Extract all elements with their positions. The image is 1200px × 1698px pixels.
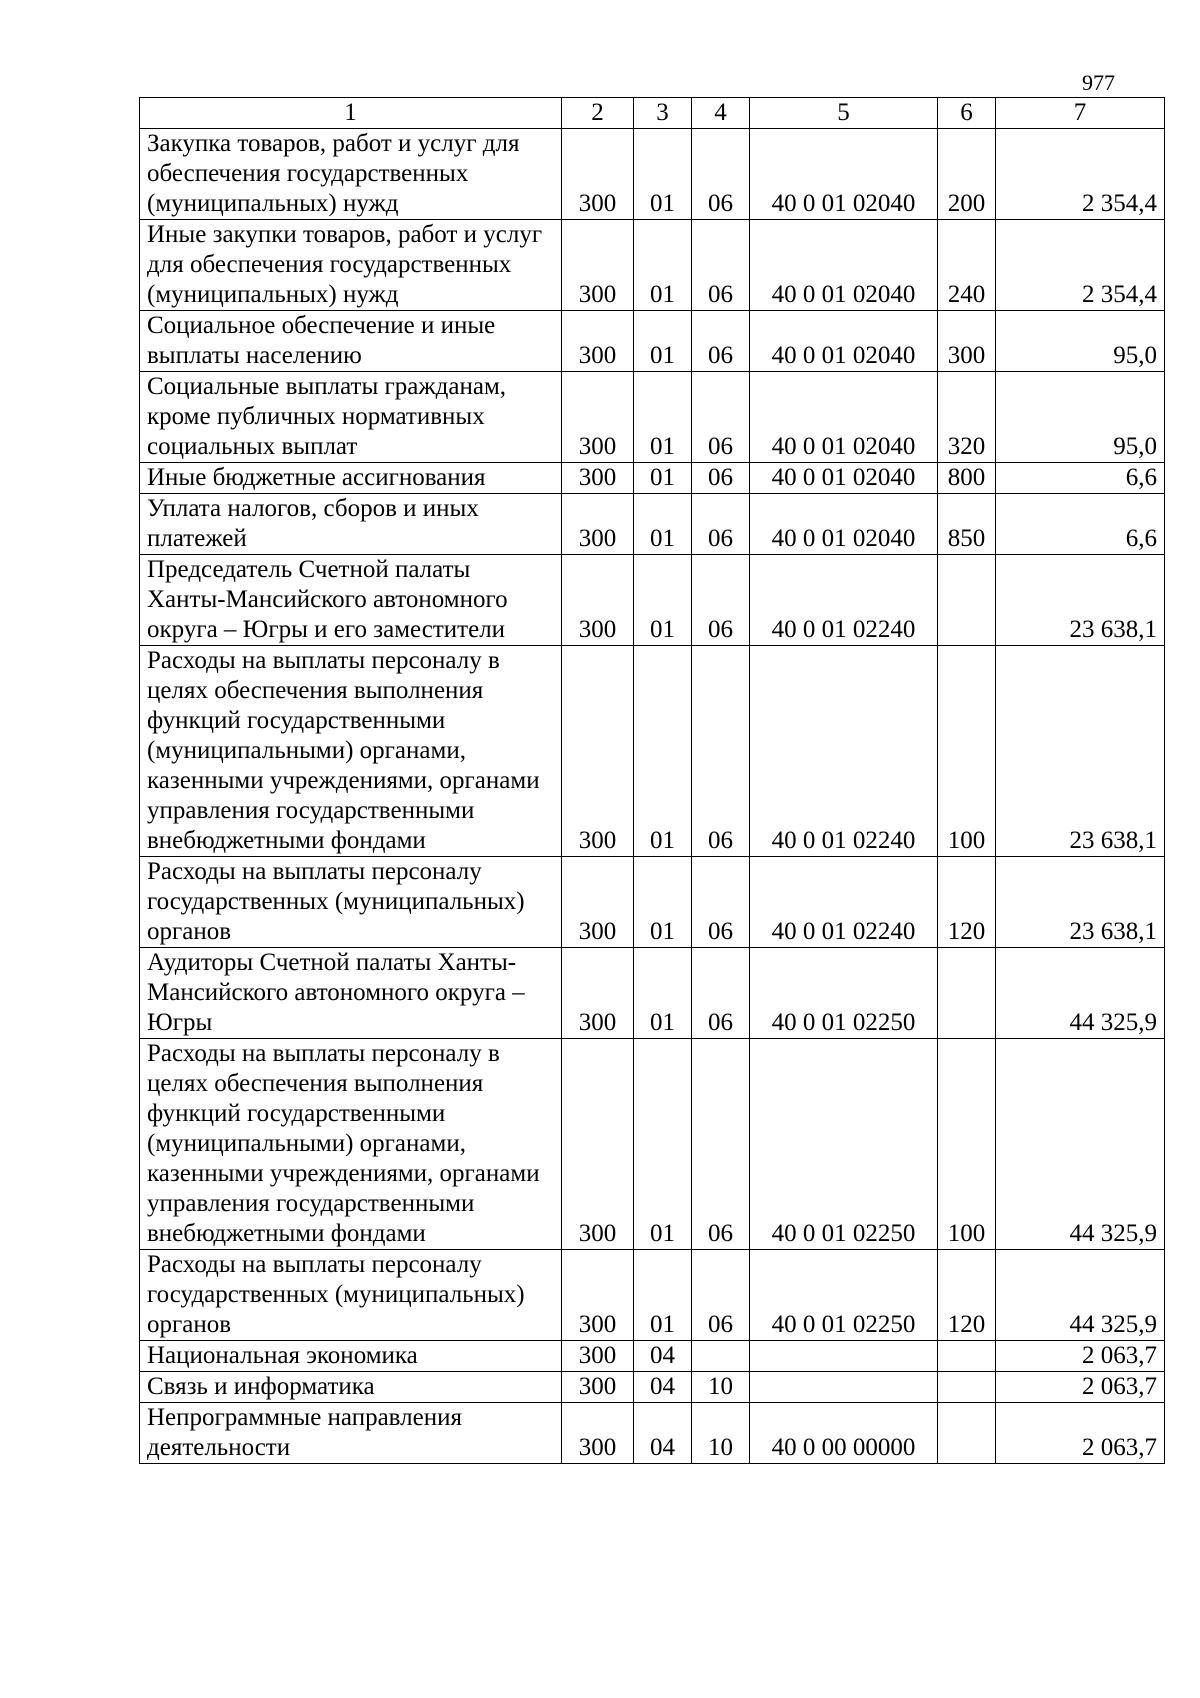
row-amount-cell: 6,6: [996, 494, 1165, 555]
row-expense-type-cell: [938, 1341, 996, 1372]
row-code-cell: 300: [562, 463, 634, 494]
table-row: [140, 372, 1165, 463]
row-amount-cell: 44 325,9: [996, 1039, 1165, 1250]
row-target-article-cell: 40 0 01 02040: [750, 311, 938, 372]
row-name-cell: Социальное обеспечение и иные выплаты населению: [140, 311, 562, 372]
row-section-cell: 01: [634, 463, 692, 494]
row-name-cell: Расходы на выплаты персоналу государственных (муниципальных) органов: [140, 857, 562, 948]
row-expense-type-cell: 850: [938, 494, 996, 555]
row-expense-type-cell: 800: [938, 463, 996, 494]
row-expense-type-cell: [938, 948, 996, 1039]
row-code-cell: 300: [562, 129, 634, 220]
row-section-cell: 01: [634, 311, 692, 372]
row-expense-type-cell: 120: [938, 1250, 996, 1341]
row-amount-cell: 2 063,7: [996, 1403, 1165, 1464]
row-section-cell: 01: [634, 372, 692, 463]
row-target-article-cell: 40 0 01 02240: [750, 646, 938, 857]
row-target-article-cell: [750, 1341, 938, 1372]
table-row: [140, 555, 1165, 646]
row-section-cell: 01: [634, 220, 692, 311]
row-amount-cell: 2 063,7: [996, 1372, 1165, 1403]
row-expense-type-cell: 120: [938, 857, 996, 948]
row-expense-type-cell: [938, 555, 996, 646]
row-code-cell: 300: [562, 1372, 634, 1403]
table-row: [140, 1372, 1165, 1403]
row-section-cell: 04: [634, 1341, 692, 1372]
row-section-cell: 04: [634, 1372, 692, 1403]
table-header-row: [140, 98, 1165, 129]
row-subsection-cell: 06: [692, 463, 750, 494]
row-subsection-cell: 06: [692, 857, 750, 948]
table-row: [140, 494, 1165, 555]
row-subsection-cell: 10: [692, 1372, 750, 1403]
row-code-cell: 300: [562, 1039, 634, 1250]
row-name-cell: Социальные выплаты гражданам, кроме публичных нормативных социальных выплат: [140, 372, 562, 463]
column-header: 1: [140, 98, 562, 129]
row-amount-cell: 44 325,9: [996, 948, 1165, 1039]
row-amount-cell: 2 354,4: [996, 129, 1165, 220]
table-row: [140, 1403, 1165, 1464]
row-target-article-cell: 40 0 01 02240: [750, 857, 938, 948]
row-name-cell: Национальная экономика: [140, 1341, 562, 1372]
row-code-cell: 300: [562, 646, 634, 857]
row-code-cell: 300: [562, 372, 634, 463]
row-subsection-cell: 06: [692, 311, 750, 372]
row-target-article-cell: 40 0 01 02240: [750, 555, 938, 646]
row-expense-type-cell: [938, 1372, 996, 1403]
row-target-article-cell: 40 0 01 02250: [750, 1250, 938, 1341]
row-name-cell: Связь и информатика: [140, 1372, 562, 1403]
row-target-article-cell: 40 0 00 00000: [750, 1403, 938, 1464]
row-code-cell: 300: [562, 1341, 634, 1372]
row-code-cell: 300: [562, 555, 634, 646]
row-amount-cell: 23 638,1: [996, 857, 1165, 948]
row-code-cell: 300: [562, 857, 634, 948]
row-expense-type-cell: 320: [938, 372, 996, 463]
row-subsection-cell: 06: [692, 494, 750, 555]
row-expense-type-cell: 100: [938, 1039, 996, 1250]
row-target-article-cell: 40 0 01 02250: [750, 1039, 938, 1250]
row-subsection-cell: 10: [692, 1403, 750, 1464]
row-section-cell: 01: [634, 1250, 692, 1341]
row-code-cell: 300: [562, 494, 634, 555]
row-amount-cell: 23 638,1: [996, 555, 1165, 646]
row-subsection-cell: 06: [692, 555, 750, 646]
table-row: [140, 463, 1165, 494]
row-amount-cell: 2 354,4: [996, 220, 1165, 311]
table-row: [140, 646, 1165, 857]
row-section-cell: 04: [634, 1403, 692, 1464]
row-amount-cell: 44 325,9: [996, 1250, 1165, 1341]
row-name-cell: Расходы на выплаты персоналу в целях обеспечения выполнения функций государственными (муниципальными) органами, казенными учреждениями, органами управления государственными внебюджетными фондами: [140, 646, 562, 857]
row-subsection-cell: 06: [692, 1250, 750, 1341]
row-name-cell: Иные закупки товаров, работ и услуг для обеспечения государственных (муниципальных) нужд: [140, 220, 562, 311]
row-name-cell: Расходы на выплаты персоналу в целях обеспечения выполнения функций государственными (муниципальными) органами, казенными учреждениями, органами управления государственными внебюджетными фондами: [140, 1039, 562, 1250]
row-subsection-cell: 06: [692, 129, 750, 220]
budget-table: [139, 97, 1165, 1464]
column-header: 6: [938, 98, 996, 129]
row-section-cell: 01: [634, 857, 692, 948]
row-code-cell: 300: [562, 1403, 634, 1464]
row-subsection-cell: [692, 1341, 750, 1372]
row-amount-cell: 95,0: [996, 311, 1165, 372]
row-section-cell: 01: [634, 1039, 692, 1250]
row-section-cell: 01: [634, 948, 692, 1039]
row-code-cell: 300: [562, 948, 634, 1039]
row-code-cell: 300: [562, 311, 634, 372]
row-subsection-cell: 06: [692, 1039, 750, 1250]
row-section-cell: 01: [634, 494, 692, 555]
row-section-cell: 01: [634, 646, 692, 857]
row-amount-cell: 2 063,7: [996, 1341, 1165, 1372]
row-target-article-cell: 40 0 01 02250: [750, 948, 938, 1039]
table-row: [140, 1250, 1165, 1341]
table-row: [140, 129, 1165, 220]
row-target-article-cell: 40 0 01 02040: [750, 220, 938, 311]
row-expense-type-cell: 300: [938, 311, 996, 372]
row-subsection-cell: 06: [692, 646, 750, 857]
row-target-article-cell: 40 0 01 02040: [750, 372, 938, 463]
row-target-article-cell: 40 0 01 02040: [750, 494, 938, 555]
row-name-cell: Расходы на выплаты персоналу государственных (муниципальных) органов: [140, 1250, 562, 1341]
row-name-cell: Председатель Счетной палаты Ханты-Мансийского автономного округа – Югры и его заместители: [140, 555, 562, 646]
row-subsection-cell: 06: [692, 372, 750, 463]
column-header: 2: [562, 98, 634, 129]
row-code-cell: 300: [562, 1250, 634, 1341]
row-code-cell: 300: [562, 220, 634, 311]
row-section-cell: 01: [634, 129, 692, 220]
row-expense-type-cell: 100: [938, 646, 996, 857]
row-name-cell: Уплата налогов, сборов и иных платежей: [140, 494, 562, 555]
row-amount-cell: 95,0: [996, 372, 1165, 463]
row-expense-type-cell: 200: [938, 129, 996, 220]
column-header: 5: [750, 98, 938, 129]
table-row: [140, 220, 1165, 311]
row-target-article-cell: 40 0 01 02040: [750, 463, 938, 494]
row-subsection-cell: 06: [692, 948, 750, 1039]
page-number: 977: [1082, 70, 1115, 95]
table-row: [140, 1039, 1165, 1250]
row-name-cell: Иные бюджетные ассигнования: [140, 463, 562, 494]
column-header: 3: [634, 98, 692, 129]
row-section-cell: 01: [634, 555, 692, 646]
row-amount-cell: 23 638,1: [996, 646, 1165, 857]
row-amount-cell: 6,6: [996, 463, 1165, 494]
table-row: [140, 857, 1165, 948]
table-row: [140, 311, 1165, 372]
row-name-cell: Непрограммные направления деятельности: [140, 1403, 562, 1464]
row-target-article-cell: 40 0 01 02040: [750, 129, 938, 220]
column-header: 4: [692, 98, 750, 129]
row-expense-type-cell: [938, 1403, 996, 1464]
row-target-article-cell: [750, 1372, 938, 1403]
table-row: [140, 948, 1165, 1039]
row-name-cell: Закупка товаров, работ и услуг для обеспечения государственных (муниципальных) нужд: [140, 129, 562, 220]
row-subsection-cell: 06: [692, 220, 750, 311]
row-expense-type-cell: 240: [938, 220, 996, 311]
column-header: 7: [996, 98, 1165, 129]
table-row: [140, 1341, 1165, 1372]
row-name-cell: Аудиторы Счетной палаты Ханты-Мансийского автономного округа – Югры: [140, 948, 562, 1039]
